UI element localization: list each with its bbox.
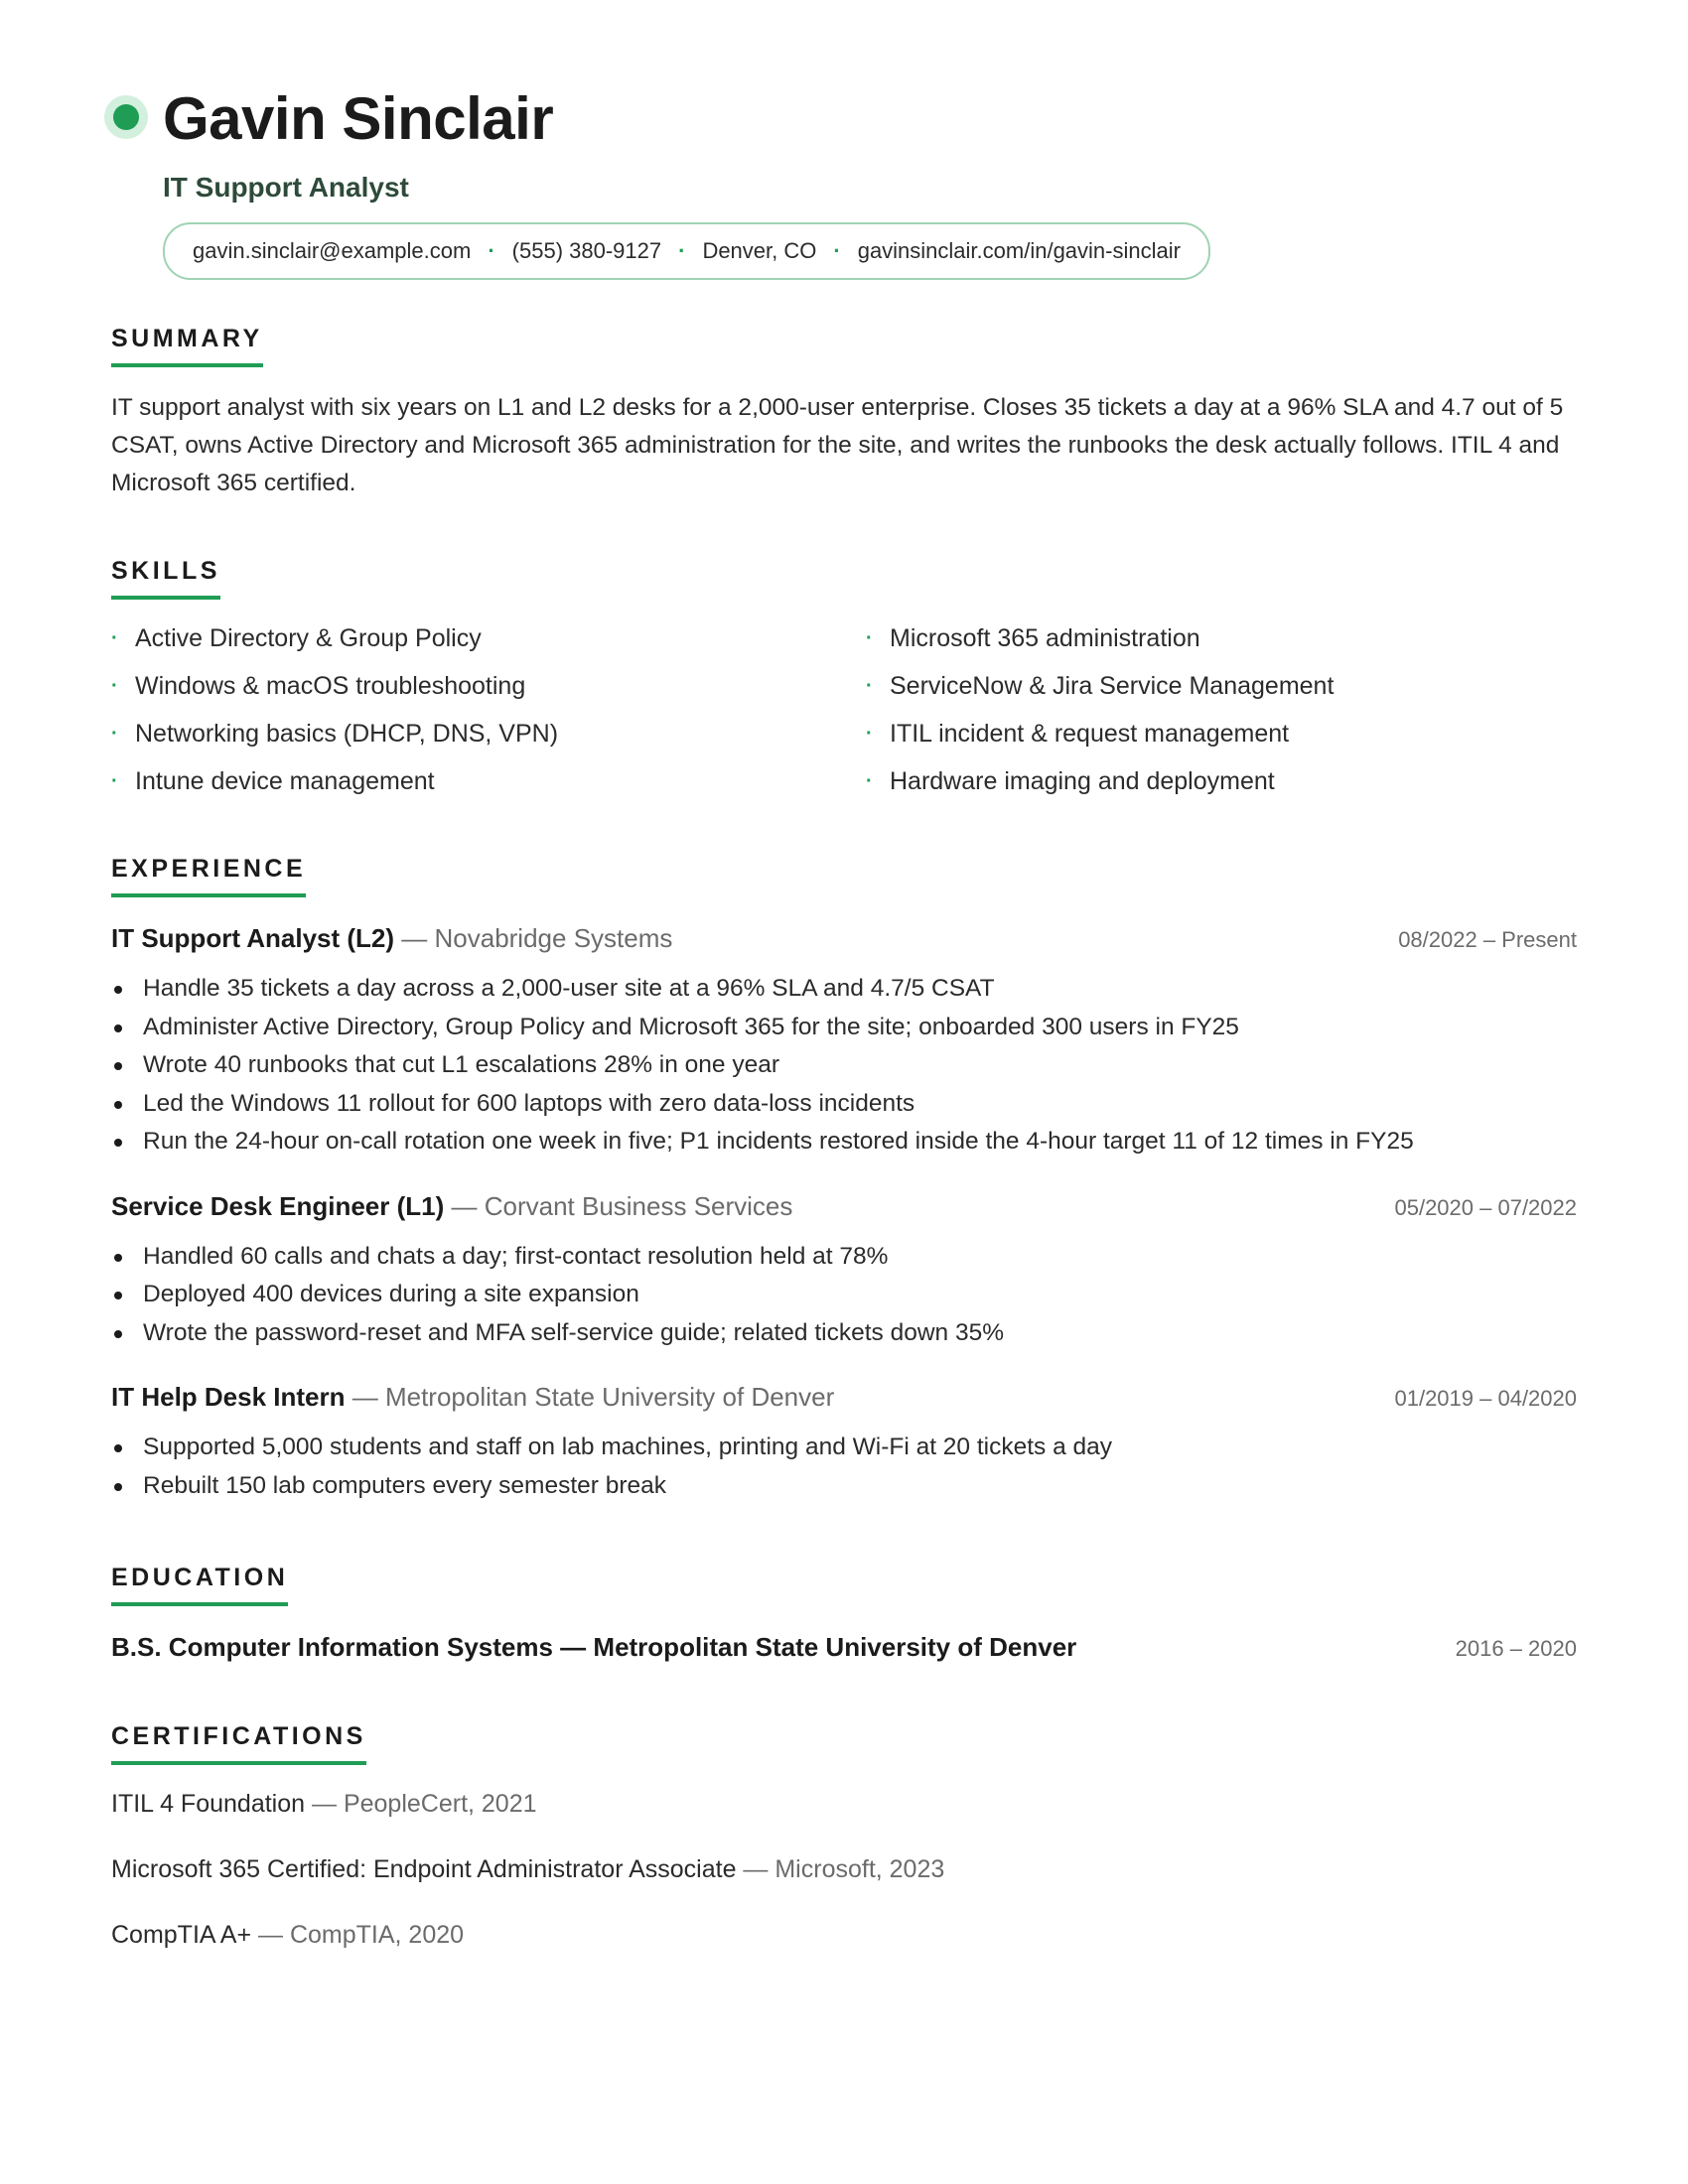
job-bullets — [111, 1238, 1577, 1353]
bullet-dot-icon: · — [866, 675, 873, 697]
certification-issuer: — CompTIA, 2020 — [251, 1921, 465, 1949]
certification-name: Microsoft 365 Certified: Endpoint Administrator Associate — [111, 1855, 737, 1883]
bullet-dot-icon: · — [866, 627, 873, 649]
certification-issuer: — Microsoft, 2023 — [736, 1855, 945, 1883]
skill-item: · Windows & macOS troubleshooting — [111, 667, 866, 705]
skills-grid — [111, 619, 1577, 800]
bullet-dot-icon: · — [111, 770, 118, 792]
summary-text: IT support analyst with six years on L1 and L2 desks for a 2,000-user enterprise. Closes 35 tickets a day at a 96% SLA and 4.7 out of 5 CSAT, owns Active Directory and Microsoft 365 administration for the site, and writes the runbooks the desk actually follows. ITIL 4 and Microsoft 365 certified. — [111, 394, 1564, 496]
certification-name: ITIL 4 Foundation — [111, 1790, 306, 1818]
list-item: Wrote 40 runbooks that cut L1 escalations 28% in one year — [111, 1046, 1577, 1085]
contact-website[interactable]: gavinsinclair.com/in/gavin-sinclair — [857, 238, 1181, 263]
skill-item: · ITIL incident & request management — [866, 715, 1577, 752]
contact-bar — [163, 222, 1210, 280]
skills-section — [111, 556, 1577, 800]
bullet-dot-icon: · — [866, 723, 873, 745]
certification-issuer: — PeopleCert, 2021 — [305, 1790, 537, 1818]
job-bullets — [111, 1429, 1577, 1505]
skill-item: · Microsoft 365 administration — [866, 619, 1577, 657]
job-dates: 01/2019 – 04/2020 — [1394, 1386, 1577, 1411]
job-title: IT Help Desk Intern — [111, 1382, 346, 1412]
job-entry — [111, 1378, 1577, 1505]
certification-item — [111, 1850, 1577, 1888]
education-degree: B.S. Computer Information Systems — Metropolitan State University of Denver — [111, 1632, 1077, 1662]
certification-item — [111, 1785, 1577, 1823]
list-item: Led the Windows 11 rollout for 600 laptops with zero data-loss incidents — [111, 1085, 1577, 1124]
contact-separator: · — [488, 238, 495, 263]
bullet-dot-icon: · — [111, 723, 118, 745]
candidate-role: IT Support Analyst — [163, 172, 409, 203]
section-title-certifications: CERTIFICATIONS — [111, 1721, 366, 1765]
job-dates: 08/2022 – Present — [1398, 927, 1577, 952]
job-company: — Novabridge Systems — [394, 923, 673, 953]
bullet-dot-icon: · — [111, 627, 118, 649]
contact-location: Denver, CO — [702, 238, 817, 263]
list-item: Handle 35 tickets a day across a 2,000-user site at a 96% SLA and 4.7/5 CSAT — [111, 970, 1577, 1009]
section-title-experience: EXPERIENCE — [111, 854, 306, 897]
section-title-summary: SUMMARY — [111, 324, 263, 367]
contact-separator: · — [833, 238, 841, 263]
skill-item: · Active Directory & Group Policy — [111, 619, 866, 657]
section-title-education: EDUCATION — [111, 1563, 288, 1606]
job-entry — [111, 919, 1577, 1161]
job-bullets — [111, 970, 1577, 1161]
skill-item: · Intune device management — [111, 762, 866, 800]
certification-item — [111, 1916, 1577, 1954]
certifications-section — [111, 1721, 1577, 1954]
job-title: Service Desk Engineer (L1) — [111, 1190, 445, 1221]
education-section — [111, 1563, 1577, 1668]
contact-separator: · — [678, 238, 686, 263]
job-title: IT Support Analyst (L2) — [111, 923, 395, 953]
summary-section — [111, 324, 1577, 502]
education-entry — [111, 1628, 1577, 1668]
certification-name: CompTIA A+ — [111, 1921, 252, 1949]
resume-page — [111, 77, 1577, 1954]
candidate-name: Gavin Sinclair — [163, 85, 554, 152]
list-item: Deployed 400 devices during a site expansion — [111, 1276, 1577, 1314]
skill-item: · ServiceNow & Jira Service Management — [866, 667, 1577, 705]
list-item: Supported 5,000 students and staff on lab machines, printing and Wi-Fi at 20 tickets a day — [111, 1429, 1577, 1467]
bullet-dot-icon: · — [111, 675, 118, 697]
section-title-skills: SKILLS — [111, 556, 220, 600]
skill-item: · Hardware imaging and deployment — [866, 762, 1577, 800]
contact-phone[interactable]: (555) 380-9127 — [511, 238, 662, 263]
status-dot-icon — [104, 95, 148, 139]
list-item: Administer Active Directory, Group Policy and Microsoft 365 for the site; onboarded 300 users in FY25 — [111, 1009, 1577, 1047]
list-item: Handled 60 calls and chats a day; first-contact resolution held at 78% — [111, 1238, 1577, 1277]
education-dates: 2016 – 2020 — [1455, 1636, 1577, 1661]
job-company: — Corvant Business Services — [444, 1190, 793, 1221]
list-item: Run the 24-hour on-call rotation one week in five; P1 incidents restored inside the 4-hour target 11 of 12 times in FY25 — [111, 1123, 1577, 1161]
list-item: Wrote the password-reset and MFA self-service guide; related tickets down 35% — [111, 1314, 1577, 1353]
bullet-dot-icon: · — [866, 770, 873, 792]
resume-header — [111, 77, 1577, 280]
contact-email[interactable]: gavin.sinclair@example.com — [193, 238, 472, 263]
skill-item: · Networking basics (DHCP, DNS, VPN) — [111, 715, 866, 752]
list-item: Rebuilt 150 lab computers every semester break — [111, 1467, 1577, 1506]
job-company: — Metropolitan State University of Denver — [345, 1382, 835, 1412]
experience-section — [111, 854, 1577, 1505]
job-entry — [111, 1187, 1577, 1353]
job-dates: 05/2020 – 07/2022 — [1394, 1194, 1577, 1220]
